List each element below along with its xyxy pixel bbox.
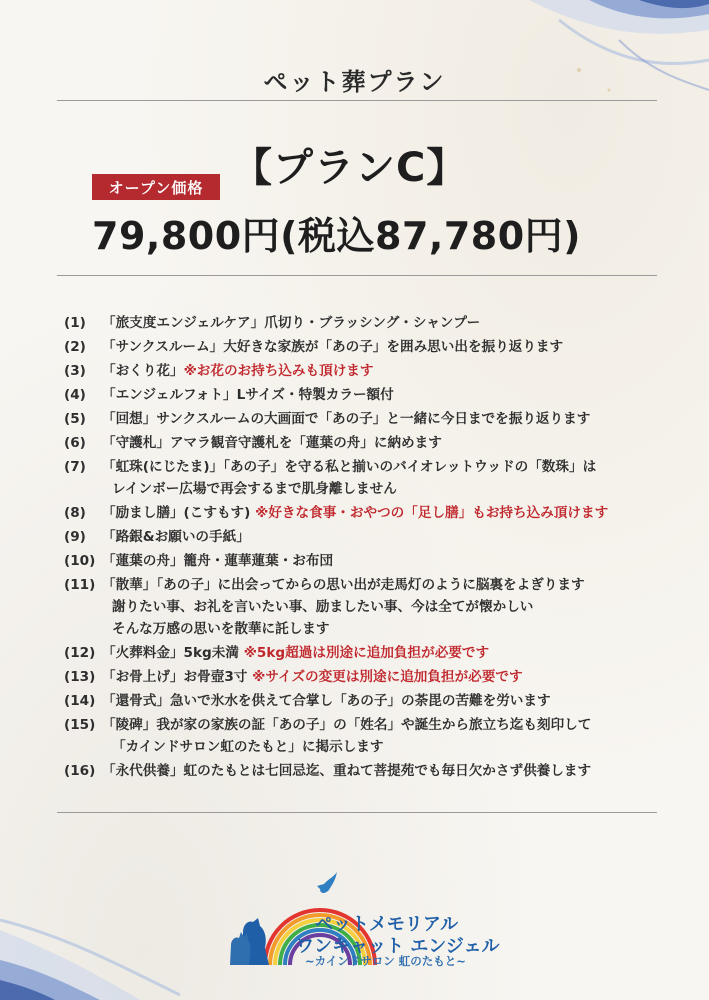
- item-note: ※好きな食事・おやつの「足し膳」もお持ち込み頂けます: [255, 505, 609, 521]
- list-item: [64, 360, 664, 382]
- item-text: 「蓮葉の舟」籠舟・蓮華蓮葉・お布団: [102, 553, 334, 569]
- list-item: [64, 550, 664, 572]
- item-text: 「還骨式」急いで氷水を供えて合掌し「あの子」の荼毘の苦難を労います: [102, 693, 551, 709]
- plan-name: 【プランC】: [232, 145, 468, 191]
- item-text: 「路銀&お願いの手紙」: [102, 529, 250, 545]
- item-text: 「おくり花」: [102, 363, 184, 379]
- list-item: [64, 502, 664, 524]
- item-number: (13): [64, 669, 96, 685]
- divider-bottom: [57, 812, 657, 813]
- item-number: (7): [64, 459, 86, 475]
- plan-price: 79,800円(税込87,780円): [92, 214, 582, 258]
- item-text: 「エンジェルフォト」Lサイズ・特製カラー額付: [102, 387, 394, 403]
- open-price-badge: オープン価格: [92, 174, 220, 200]
- dog-cat-silhouette-icon: [230, 918, 269, 965]
- item-text-with-note: [102, 360, 664, 382]
- item-number: (2): [64, 339, 86, 355]
- item-number: (4): [64, 387, 86, 403]
- item-number: (6): [64, 435, 86, 451]
- item-text-continued: レインボー広場で再会するまで肌身離しません: [112, 481, 397, 497]
- item-text: 「旅支度エンジェルケア」爪切り・ブラッシング・シャンプー: [102, 315, 481, 331]
- decorative-corner-top-right: [469, 0, 709, 120]
- list-item: [64, 574, 664, 640]
- list-item: [64, 690, 664, 712]
- item-text-with-note: [102, 642, 664, 664]
- plan-item-list: [64, 312, 664, 782]
- item-text-continued: 「カインドサロン虹のたもと」に掲示します: [112, 739, 384, 755]
- divider-middle: [57, 275, 657, 276]
- item-number: (15): [64, 717, 96, 733]
- list-item: [64, 384, 664, 406]
- item-text: 「虹珠(にじたま)」「あの子」を守る私と揃いのバイオレットウッドの「数珠」は: [102, 459, 597, 475]
- divider-top: [57, 100, 657, 101]
- item-number: (9): [64, 529, 86, 545]
- list-item: [64, 336, 664, 358]
- list-item: [64, 760, 664, 782]
- item-text-with-note: [102, 502, 664, 524]
- item-text: 「火葬料金」5kg未満: [102, 645, 239, 661]
- item-text: 「サンクスルーム」大好きな家族が「あの子」を囲み思い出を振り返ります: [102, 339, 564, 355]
- item-number: (12): [64, 645, 96, 661]
- list-item: [64, 642, 664, 664]
- item-number: (16): [64, 763, 96, 779]
- item-text: 「励まし膳」(こすもす): [102, 505, 251, 521]
- logo-line-3: ~カインドサロン 虹のたもと~: [305, 954, 466, 968]
- item-text: 「陵碑」我が家の家族の証「あの子」の「姓名」や誕生から旅立ち迄も刻印して: [102, 717, 592, 733]
- item-text-continued-2: そんな万感の思いを散華に託します: [112, 621, 330, 637]
- list-item: [64, 432, 664, 454]
- item-number: (14): [64, 693, 96, 709]
- list-item: [64, 714, 664, 758]
- item-number: (5): [64, 411, 86, 427]
- item-number: (8): [64, 505, 86, 521]
- item-number: (3): [64, 363, 86, 379]
- item-note: ※お花のお持ち込みも頂けます: [183, 363, 374, 379]
- item-number: (11): [64, 577, 96, 593]
- item-text: 「回想」サンクスルームの大画面で「あの子」と一緒に今日までを振り返ります: [102, 411, 591, 427]
- list-item: [64, 666, 664, 688]
- page-title: ペット葬プラン: [263, 68, 446, 96]
- logo-line-1: ペットメモリアル: [315, 914, 459, 935]
- item-number: (1): [64, 315, 86, 331]
- item-text: 「守護札」アマラ観音守護札を「蓮葉の舟」に納めます: [102, 435, 442, 451]
- item-text-continued: 謝りたい事、お礼を言いたい事、励ましたい事、今は全てが懐かしい: [112, 599, 534, 615]
- item-note: ※5kg超過は別途に追加負担が必要です: [243, 645, 490, 661]
- decorative-corner-bottom-left: [0, 890, 200, 1000]
- list-item: [64, 456, 664, 500]
- item-number: (10): [64, 553, 96, 569]
- item-text: 「散華」「あの子」に出会ってからの思い出が走馬灯のように脳裏をよぎります: [102, 577, 585, 593]
- item-note: ※サイズの変更は別途に追加負担が必要です: [252, 669, 523, 685]
- list-item: [64, 312, 664, 334]
- bird-icon: [317, 872, 337, 893]
- list-item: [64, 526, 664, 548]
- logo-line-2: ワンキャット エンジェル: [296, 936, 500, 957]
- list-item: [64, 408, 664, 430]
- item-text: 「お骨上げ」お骨壺3寸: [102, 669, 248, 685]
- item-text-with-note: [102, 666, 664, 688]
- item-text: 「永代供養」虹のたもとは七回忌迄、重ねて菩提苑でも毎日欠かさず供養します: [102, 763, 592, 779]
